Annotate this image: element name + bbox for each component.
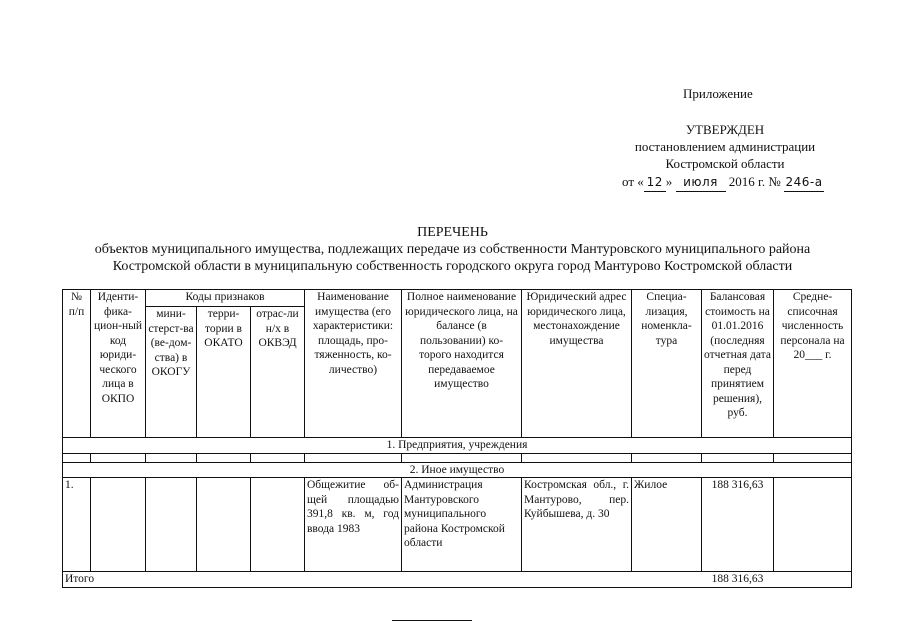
table-header-row-1 <box>63 290 852 307</box>
header-okved: отрас-ли н/х в ОКВЭД <box>251 307 305 438</box>
header-balance-value: Балансовая стоимость на 01.01.2016 (последняя отчетная дата перед принятием решения), руб. <box>702 290 774 438</box>
section-row-2 <box>63 462 852 478</box>
header-address: Юридический адрес юридического лица, местонахождение имущества <box>522 290 632 438</box>
row-address: Костромская обл., г. Мантурово, пер. Куйбышева, д. 30 <box>522 478 632 572</box>
bottom-divider <box>392 620 472 621</box>
total-label: Итого <box>63 572 702 588</box>
date-number: 246-а <box>784 174 824 192</box>
header-okogu: мини-стерст-ва (ве-дом-ства) в ОКОГУ <box>146 307 197 438</box>
row-balance-value: 188 316,63 <box>702 478 774 572</box>
header-num: № п/п <box>63 290 91 438</box>
row-specialization: Жилое <box>632 478 702 572</box>
approved-by-line-2: Костромской области <box>665 156 785 171</box>
approved-by-line-1: постановлением администрации <box>634 139 816 154</box>
date-prefix: от « <box>622 174 644 189</box>
section-label: 1. Предприятия, учреждения <box>63 438 852 454</box>
date-year: 2016 г. № <box>728 174 781 189</box>
section-row-1 <box>63 438 852 454</box>
section-label: 2. Иное имущество <box>63 462 852 478</box>
header-okpo: Иденти-фика-цион-ный код юриди-ческого лица в ОКПО <box>91 290 146 438</box>
header-specialization: Специа-лизация, номенкла-тура <box>632 290 702 438</box>
total-value: 188 316,63 <box>702 572 774 588</box>
approval-date <box>622 173 824 192</box>
header-property-name: Наименование имущества (его характеристики: площадь, про-тяженность, ко-личество) <box>305 290 402 438</box>
date-month: июля <box>676 174 726 192</box>
property-table <box>62 289 852 588</box>
document-subtitle-line-1: объектов муниципального имущества, подлежащих передаче из собственности Мантуровского муниципального района <box>94 242 811 257</box>
date-mid: » <box>665 174 673 189</box>
header-okato: терри-тории в ОКАТО <box>197 307 251 438</box>
document-title: ПЕРЕЧЕНЬ <box>417 225 488 240</box>
row-num: 1. <box>63 478 91 572</box>
table-row <box>63 478 852 572</box>
header-staff: Средне-списочная численность персонала на 20___ г. <box>774 290 852 438</box>
header-holder: Полное наименование юридического лица, на балансе (в пользовании) ко-торого находится передаваемое имущество <box>402 290 522 438</box>
row-property-name: Общежитие об-щей площадью 391,8 кв. м, год ввода 1983 <box>305 478 402 572</box>
empty-row <box>63 453 852 462</box>
approved-label: УТВЕРЖДЕН <box>685 122 765 137</box>
row-holder: Администрация Мантуровского муниципального района Костромской области <box>402 478 522 572</box>
appendix-label: Приложение <box>683 86 753 101</box>
document-subtitle-line-2: Костромской области в муниципальную собственность городского округа город Мантурово Костромской области <box>112 259 793 274</box>
total-row <box>63 572 852 588</box>
header-codes: Коды признаков <box>146 290 305 307</box>
date-day: 12 <box>644 174 666 192</box>
